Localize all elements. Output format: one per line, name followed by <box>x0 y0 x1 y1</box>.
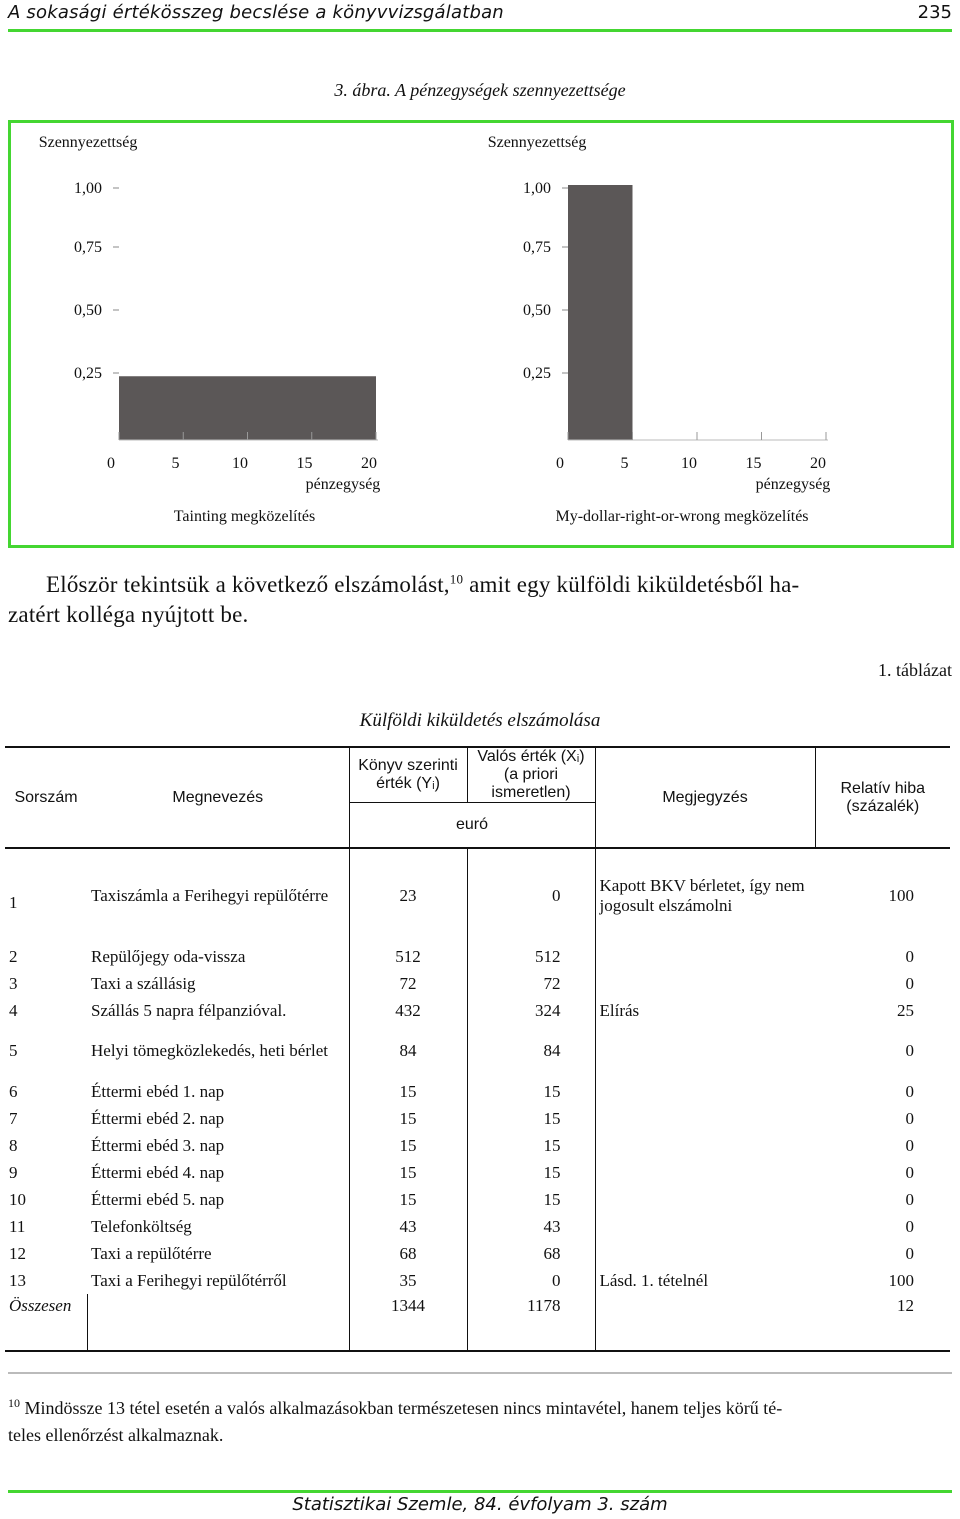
chart-bar <box>568 185 633 440</box>
cell-sorszam: 4 <box>9 1000 18 1020</box>
total-relativ: 12 <box>815 1294 950 1351</box>
cell-megjegyzes <box>595 1213 815 1240</box>
cell-relativ: 0 <box>905 1216 914 1236</box>
header-relativ: Relatív hiba (százalék) <box>815 747 950 848</box>
chart-bar <box>119 376 376 440</box>
header-unit: euró <box>349 803 595 849</box>
cell-konyv: 15 <box>349 1186 467 1213</box>
footnote-number: 10 <box>8 1396 20 1410</box>
footer-rule <box>8 1490 952 1493</box>
cell-relativ: 0 <box>905 1162 914 1182</box>
cell-megjegyzes <box>595 970 815 997</box>
cell-relativ: 100 <box>815 848 950 943</box>
cell-relativ: 100 <box>888 1270 914 1290</box>
cell-konyv: 43 <box>349 1213 467 1240</box>
table-number: 1. táblázat <box>878 660 952 680</box>
cell-valos: 15 <box>543 1135 561 1155</box>
cell-konyv: 432 <box>349 997 467 1024</box>
y-tick-label: 0,25 <box>523 365 551 382</box>
cell-sorszam: 5 <box>9 1041 18 1060</box>
table-row <box>5 848 950 943</box>
cell-megjegyzes <box>595 943 815 970</box>
table-row <box>5 1024 950 1078</box>
cell-megnevezes: Telefonköltség <box>91 1216 192 1236</box>
x-tick-label: 15 <box>745 455 762 472</box>
table-row <box>5 1078 950 1105</box>
table-row <box>5 997 950 1024</box>
cell-megjegyzes <box>595 1105 815 1132</box>
cell-megjegyzes <box>595 1240 815 1267</box>
cell-sorszam: 2 <box>9 946 18 966</box>
table-row <box>5 1159 950 1186</box>
x-axis-unit: pénzegység <box>305 476 381 493</box>
cell-megjegyzes: Lásd. 1. tételnél <box>595 1267 815 1294</box>
cell-megjegyzes <box>595 1159 815 1186</box>
cell-valos: 72 <box>543 973 561 993</box>
figure-title: 3. ábra. A pénzegységek szennyezettsége <box>334 80 626 100</box>
cell-valos: 512 <box>535 946 561 966</box>
cell-valos: 68 <box>543 1243 561 1263</box>
page-number: 235 <box>917 2 952 23</box>
cell-konyv: 512 <box>349 943 467 970</box>
cell-sorszam: 11 <box>9 1216 26 1236</box>
x-tick-label: 10 <box>681 455 697 472</box>
table-row <box>5 1213 950 1240</box>
footnote <box>8 1390 952 1449</box>
cell-konyv: 15 <box>349 1078 467 1105</box>
y-tick-label: 1,00 <box>523 180 551 197</box>
cell-megjegyzes <box>595 1024 815 1078</box>
cell-valos: 0 <box>467 848 595 943</box>
cell-valos: 15 <box>543 1081 561 1101</box>
x-tick-label: 0 <box>556 455 564 472</box>
cell-megnevezes: Éttermi ebéd 5. nap <box>91 1189 225 1209</box>
cell-sorszam: 1 <box>5 848 87 943</box>
cell-megnevezes: Éttermi ebéd 1. nap <box>91 1081 225 1101</box>
expense-table <box>5 746 950 1352</box>
cell-valos: 84 <box>543 1041 561 1060</box>
cell-sorszam: 8 <box>9 1135 18 1155</box>
cell-relativ: 0 <box>905 1108 914 1128</box>
cell-relativ: 0 <box>905 1041 914 1060</box>
table-title: Külföldi kiküldetés elszámolása <box>359 710 601 731</box>
cell-konyv: 84 <box>349 1024 467 1078</box>
cell-megjegyzes: Kapott BKV bérletet, így nem jogosult elszámolni <box>595 848 815 943</box>
cell-megnevezes: Szállás 5 napra félpanzióval. <box>91 1000 287 1020</box>
cell-megnevezes: Éttermi ebéd 2. nap <box>91 1108 225 1128</box>
cell-relativ: 25 <box>897 1000 914 1020</box>
panel-caption: My-dollar-right-or-wrong megközelítés <box>555 508 809 525</box>
y-tick-label: 0,25 <box>74 365 102 382</box>
cell-konyv: 68 <box>349 1240 467 1267</box>
x-tick-label: 5 <box>620 455 629 472</box>
cell-sorszam: 10 <box>9 1189 26 1209</box>
total-megjegyzes <box>595 1294 815 1351</box>
cell-konyv: 23 <box>349 848 467 943</box>
paragraph-text-2: amit egy külföldi kiküldetésből ha- <box>463 572 800 597</box>
body-paragraph <box>46 567 952 602</box>
x-axis-unit: pénzegység <box>755 476 831 493</box>
x-tick-label: 0 <box>107 455 115 472</box>
header-megnevezes: Megnevezés <box>87 747 349 848</box>
y-tick-label: 0,50 <box>74 302 102 319</box>
cell-megnevezes: Repülőjegy oda-vissza <box>91 946 246 966</box>
cell-sorszam: 7 <box>9 1108 18 1128</box>
x-tick-label: 15 <box>296 455 313 472</box>
cell-megnevezes: Taxiszámla a Ferihegyi repülőtérre <box>87 848 349 943</box>
cell-megjegyzes <box>595 1186 815 1213</box>
cell-megnevezes: Taxi a Ferihegyi repülőtérről <box>91 1270 287 1290</box>
cell-megnevezes: Éttermi ebéd 4. nap <box>91 1162 225 1182</box>
cell-valos: 324 <box>535 1000 561 1020</box>
cell-sorszam: 9 <box>9 1162 18 1182</box>
cell-valos: 15 <box>543 1108 561 1128</box>
y-tick-label: 0,50 <box>523 302 551 319</box>
cell-konyv: 15 <box>349 1105 467 1132</box>
cell-valos: 15 <box>543 1189 561 1209</box>
table-total-row <box>5 1294 950 1351</box>
table-header-row <box>5 747 950 803</box>
table-row <box>5 1105 950 1132</box>
total-valos: 1178 <box>467 1294 595 1351</box>
x-tick-label: 5 <box>171 455 180 472</box>
header-sorszam: Sorszám <box>5 747 87 848</box>
cell-valos: 15 <box>543 1162 561 1182</box>
x-tick-label: 20 <box>361 455 377 472</box>
cell-valos: 43 <box>543 1216 561 1236</box>
panel-caption: Tainting megközelítés <box>173 508 316 525</box>
footnote-text: Mindössze 13 tétel esetén a valós alkalmazásokban természetesen nincs mintavétel, hanem teljes körű té- <box>20 1398 783 1418</box>
cell-konyv: 72 <box>349 970 467 997</box>
cell-megnevezes: Helyi tömegközlekedés, heti bérlet <box>91 1041 328 1060</box>
footnote-ref: 10 <box>449 571 464 587</box>
table-row <box>5 943 950 970</box>
footnote-text-2: teles ellenőrzést alkalmaznak. <box>8 1425 224 1445</box>
table-row <box>5 1267 950 1294</box>
running-title: A sokasági értékösszeg becslése a könyvvizsgálatban <box>8 2 504 23</box>
cell-relativ: 0 <box>905 1135 914 1155</box>
page-footer: Statisztikai Szemle, 84. évfolyam 3. szám <box>292 1494 668 1515</box>
cell-megnevezes: Taxi a repülőtérre <box>91 1243 212 1263</box>
table-row <box>5 970 950 997</box>
figure-charts <box>0 0 960 545</box>
cell-megnevezes: Taxi a szállásig <box>91 973 196 993</box>
cell-sorszam: 13 <box>9 1270 26 1290</box>
cell-konyv: 35 <box>349 1267 467 1294</box>
total-label: Összesen <box>5 1294 87 1351</box>
paragraph-line-2: zatért kolléga nyújtott be. <box>8 602 249 627</box>
total-empty <box>87 1294 349 1351</box>
x-tick-label: 10 <box>232 455 248 472</box>
cell-konyv: 15 <box>349 1159 467 1186</box>
header-megjegyzes: Megjegyzés <box>595 747 815 848</box>
table-row <box>5 1132 950 1159</box>
cell-relativ: 0 <box>905 1189 914 1209</box>
cell-megjegyzes <box>595 1132 815 1159</box>
cell-megnevezes: Éttermi ebéd 3. nap <box>91 1135 225 1155</box>
total-konyv: 1344 <box>349 1294 467 1351</box>
cell-valos: 0 <box>552 1270 561 1290</box>
header-konyv: Könyv szerinti érték (Yᵢ) <box>349 747 467 803</box>
cell-sorszam: 12 <box>9 1243 26 1263</box>
footnote-rule <box>8 1372 952 1374</box>
paragraph-text-1: Először tekintsük a következő elszámolást, <box>46 572 450 597</box>
cell-sorszam: 6 <box>9 1081 18 1101</box>
table-row <box>5 1186 950 1213</box>
x-tick-label: 20 <box>810 455 826 472</box>
cell-sorszam: 3 <box>9 973 18 993</box>
y-axis-title: Szennyezettség <box>487 134 587 151</box>
y-tick-label: 0,75 <box>523 239 551 256</box>
cell-relativ: 0 <box>905 1081 914 1101</box>
y-tick-label: 0,75 <box>74 239 102 256</box>
y-axis-title: Szennyezettség <box>38 134 138 151</box>
cell-relativ: 0 <box>905 973 914 993</box>
cell-megjegyzes: Elírás <box>595 997 815 1024</box>
cell-megjegyzes <box>595 1078 815 1105</box>
cell-konyv: 15 <box>349 1132 467 1159</box>
cell-relativ: 0 <box>905 946 914 966</box>
y-tick-label: 1,00 <box>74 180 102 197</box>
table-row <box>5 1240 950 1267</box>
cell-relativ: 0 <box>905 1243 914 1263</box>
header-valos: Valós érték (Xᵢ) (a priori ismeretlen) <box>467 747 595 803</box>
